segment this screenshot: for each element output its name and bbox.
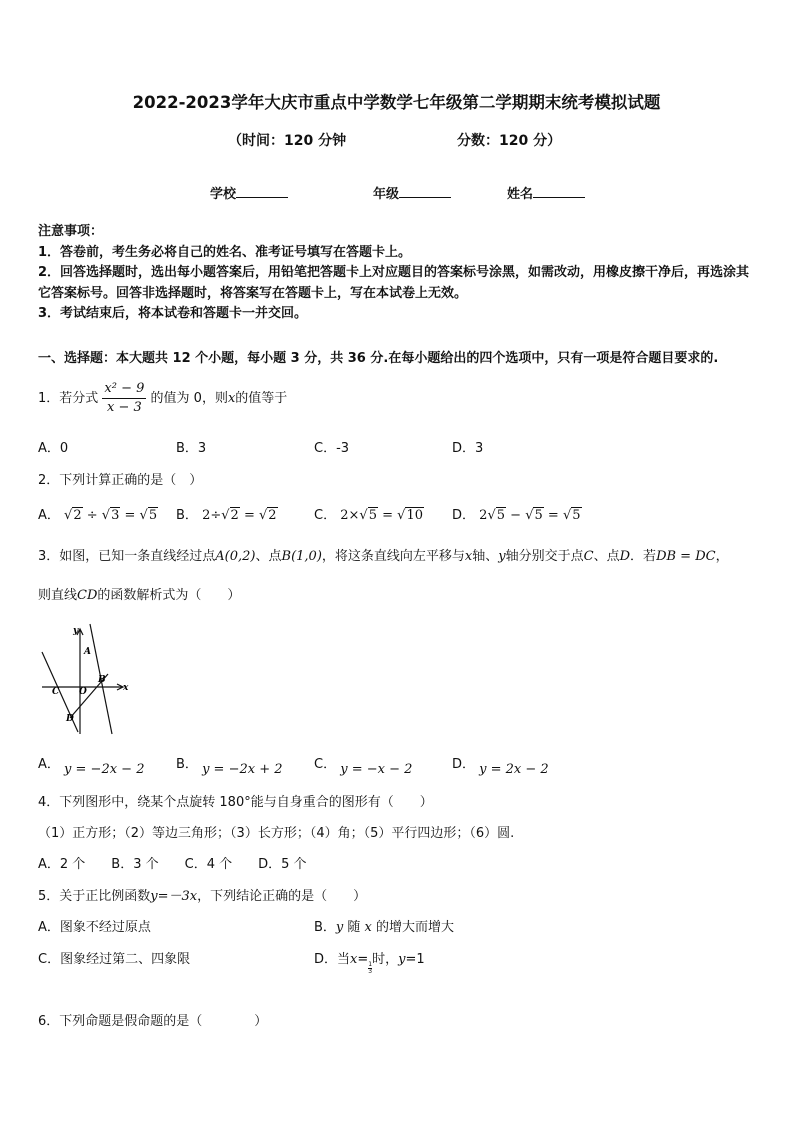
question-3-line-1: [38, 545, 729, 564]
q1-option-d[interactable]: D．3: [452, 441, 484, 456]
q5-d-y: y: [398, 952, 406, 967]
fig-label-a: A: [84, 647, 91, 657]
q3-option-d[interactable]: [452, 753, 549, 777]
fig-label-c: C: [52, 687, 60, 697]
q3-point-d: D: [619, 549, 631, 564]
grade-label: 年级: [373, 187, 400, 202]
fig-label-y: y: [73, 626, 79, 636]
q3-c-expr: y = −x − 2: [340, 762, 413, 777]
sqrt-sign: √: [487, 508, 496, 523]
sqrt-sign: √: [525, 508, 534, 523]
q1-post2: 的值等于: [235, 391, 288, 406]
q3-x-axis: x: [464, 549, 473, 564]
exam-score: 分数：120 分）: [457, 133, 562, 149]
grade-field: [373, 183, 451, 202]
radicand: 5: [368, 508, 377, 523]
sqrt-sign: √: [359, 508, 368, 523]
fig-label-o: O: [79, 687, 87, 697]
q2-option-b[interactable]: [176, 504, 278, 523]
q5-function: y=－3x: [150, 889, 198, 904]
equals: =: [239, 508, 259, 523]
fig-label-d: D: [66, 714, 74, 724]
equals: =: [543, 508, 563, 523]
q3-text: ，: [715, 549, 729, 564]
q5-text: 5．关于正比例函数: [38, 889, 151, 904]
q1-option-b[interactable]: B．3: [176, 441, 207, 456]
q5-b-y: y: [335, 920, 344, 935]
q5-b-mid: 随: [343, 920, 365, 935]
q5-option-b[interactable]: [314, 916, 454, 935]
sqrt-sign: √: [258, 508, 268, 523]
q3-condition: DB = DC: [656, 549, 716, 564]
q2-d-label: D．: [452, 508, 476, 523]
fig-label-x: x: [123, 683, 129, 693]
q3-text: 的函数解析式为（ ）: [97, 588, 241, 603]
q5-option-a[interactable]: A．图象不经过原点: [38, 920, 151, 935]
q3-text: 轴分别交于点: [505, 549, 584, 564]
section-heading: 一、选择题：本大题共 12 个小题，每小题 3 分，共 36 分.在每小题给出的四个选项中，只有一项是符合题目要求的.: [38, 351, 719, 366]
q2-option-c[interactable]: [314, 504, 424, 523]
note-1: 1．答卷前，考生务必将自己的姓名、准考证号填写在答题卡上。: [38, 244, 412, 260]
sqrt-sign: √: [139, 508, 148, 523]
q3-b-expr: y = −2x + 2: [202, 762, 283, 777]
notes-block: [38, 222, 760, 325]
q5-b-label: B．: [314, 920, 336, 935]
q3-line-cd: CD: [77, 588, 98, 603]
radicand: 10: [406, 508, 423, 523]
radicand: 5: [572, 508, 581, 523]
equals: =: [377, 508, 398, 523]
name-blank[interactable]: [533, 185, 585, 198]
exam-time: （时间：120 分钟: [228, 133, 347, 149]
q5-option-d[interactable]: [314, 948, 425, 975]
school-label: 学校: [210, 187, 237, 202]
q3-b-label: B．: [176, 757, 198, 772]
q3-text: ．若: [630, 549, 657, 564]
sqrt-sign: √: [397, 508, 406, 523]
q2-option-d[interactable]: [452, 504, 582, 523]
q1-post1: 的值为 0，则: [150, 391, 228, 406]
operator: ÷: [82, 508, 102, 523]
question-4: 4．下列图形中，绕某个点旋转 180°能与自身重合的图形有（ ）: [38, 795, 433, 810]
q5-d-x: x: [350, 952, 358, 967]
radicand: 2: [268, 508, 277, 523]
q2-a-label: A．: [38, 508, 60, 523]
q3-d-expr: y = 2x − 2: [479, 762, 549, 777]
q1-numerator: x² − 9: [102, 380, 146, 399]
q2-b-label: B．: [176, 508, 198, 523]
q2-c-expr: [340, 508, 424, 523]
q3-text: 、点: [593, 549, 620, 564]
q4-items: （1）正方形；（2）等边三角形；（3）长方形；（4）角；（5）平行四边形；（6）圆.: [38, 826, 515, 841]
fig-label-b: B: [98, 675, 106, 685]
radicand: 5: [148, 508, 158, 523]
radicand: 2: [230, 508, 239, 523]
q3-point-a: A(0,2): [215, 549, 256, 564]
q1-option-a[interactable]: A．0: [38, 441, 69, 456]
q3-point-b: B(1,0): [281, 549, 322, 564]
radicand: 5: [534, 508, 543, 523]
q1-denominator: x − 3: [107, 400, 142, 415]
q3-a-expr: y = −2x − 2: [64, 762, 145, 777]
school-field: [210, 183, 288, 202]
radicand: 3: [111, 508, 120, 523]
name-field: [507, 183, 585, 202]
operator: −: [506, 508, 526, 523]
q3-coordinate-figure: [40, 622, 135, 737]
q5-b-post: 的增大而增大: [371, 920, 455, 935]
q3-text: 则直线: [38, 588, 78, 603]
school-blank[interactable]: [236, 185, 288, 198]
question-2: 2．下列计算正确的是（ ）: [38, 473, 203, 488]
grade-blank[interactable]: [399, 185, 451, 198]
q3-option-a[interactable]: [38, 753, 144, 777]
q3-option-c[interactable]: [314, 753, 412, 777]
equals: =: [120, 508, 140, 523]
q3-c-label: C．: [314, 757, 337, 772]
page-title: 2022-2023学年大庆市重点中学数学七年级第二学期期末统考模拟试题: [132, 93, 661, 112]
q5-d-eq: =: [357, 952, 369, 967]
q5-d-den: 3: [368, 968, 373, 975]
sqrt-sign: √: [64, 508, 73, 523]
note-3: 3．考试结束后，将本试卷和答题卡一并交回。: [38, 306, 308, 321]
q5-d-label: D．当: [314, 952, 351, 967]
q5-d-num: 1: [368, 961, 373, 968]
notes-heading: 注意事项：: [38, 224, 104, 239]
question-3-line-2: [38, 584, 240, 603]
radicand: 5: [496, 508, 506, 523]
sqrt-sign: √: [221, 508, 230, 523]
q5-b-x: x: [364, 920, 372, 935]
q3-point-c: C: [583, 549, 594, 564]
q1-var: x: [227, 391, 236, 406]
q5-text: ，下列结论正确的是（ ）: [197, 889, 367, 904]
q3-text: 3．如图，已知一条直线经过点: [38, 549, 216, 564]
q2-d-expr: [479, 508, 581, 523]
q3-option-b[interactable]: [176, 753, 283, 777]
q3-d-label: D．: [452, 757, 476, 772]
q5-option-c[interactable]: C．图象经过第二、四象限: [38, 952, 191, 967]
q3-a-label: A．: [38, 757, 60, 772]
q2-option-a[interactable]: [38, 504, 158, 523]
q1-fraction: [102, 380, 146, 417]
q2-c-label: C．: [314, 508, 337, 523]
q1-pre: 1．若分式: [38, 391, 99, 406]
name-label: 姓名: [507, 187, 534, 202]
prefix: 2: [479, 508, 488, 523]
prefix: 2÷: [202, 508, 222, 523]
q4-options[interactable]: A．2 个 B．3 个 C．4 个 D．5 个: [38, 857, 307, 872]
question-1: [38, 380, 287, 417]
sqrt-sign: √: [562, 508, 572, 523]
q2-a-expr: [64, 508, 158, 523]
q3-text: ，将这条直线向左平移与: [321, 549, 465, 564]
q3-y-axis: y: [498, 549, 506, 564]
q2-b-expr: [202, 508, 278, 523]
question-6: 6．下列命题是假命题的是（ ）: [38, 1014, 268, 1029]
q1-option-c[interactable]: C．-3: [314, 441, 350, 456]
q5-d-val: =1: [405, 952, 425, 967]
radicand: 2: [73, 508, 82, 523]
note-2: 2．回答选择题时，选出每小题答案后，用铅笔把答题卡上对应题目的答案标号涂黑，如需改动，用橡皮擦干净后，再选涂其它答案标号。回答非选择题时，将答案写在答题卡上，写在本试卷上无效。: [38, 265, 750, 301]
q3-text: 轴、: [472, 549, 499, 564]
q5-d-post: 时，: [372, 952, 399, 967]
q3-text: 、点: [255, 549, 282, 564]
sqrt-sign: √: [101, 508, 111, 523]
question-5: [38, 885, 366, 904]
prefix: 2×: [340, 508, 360, 523]
